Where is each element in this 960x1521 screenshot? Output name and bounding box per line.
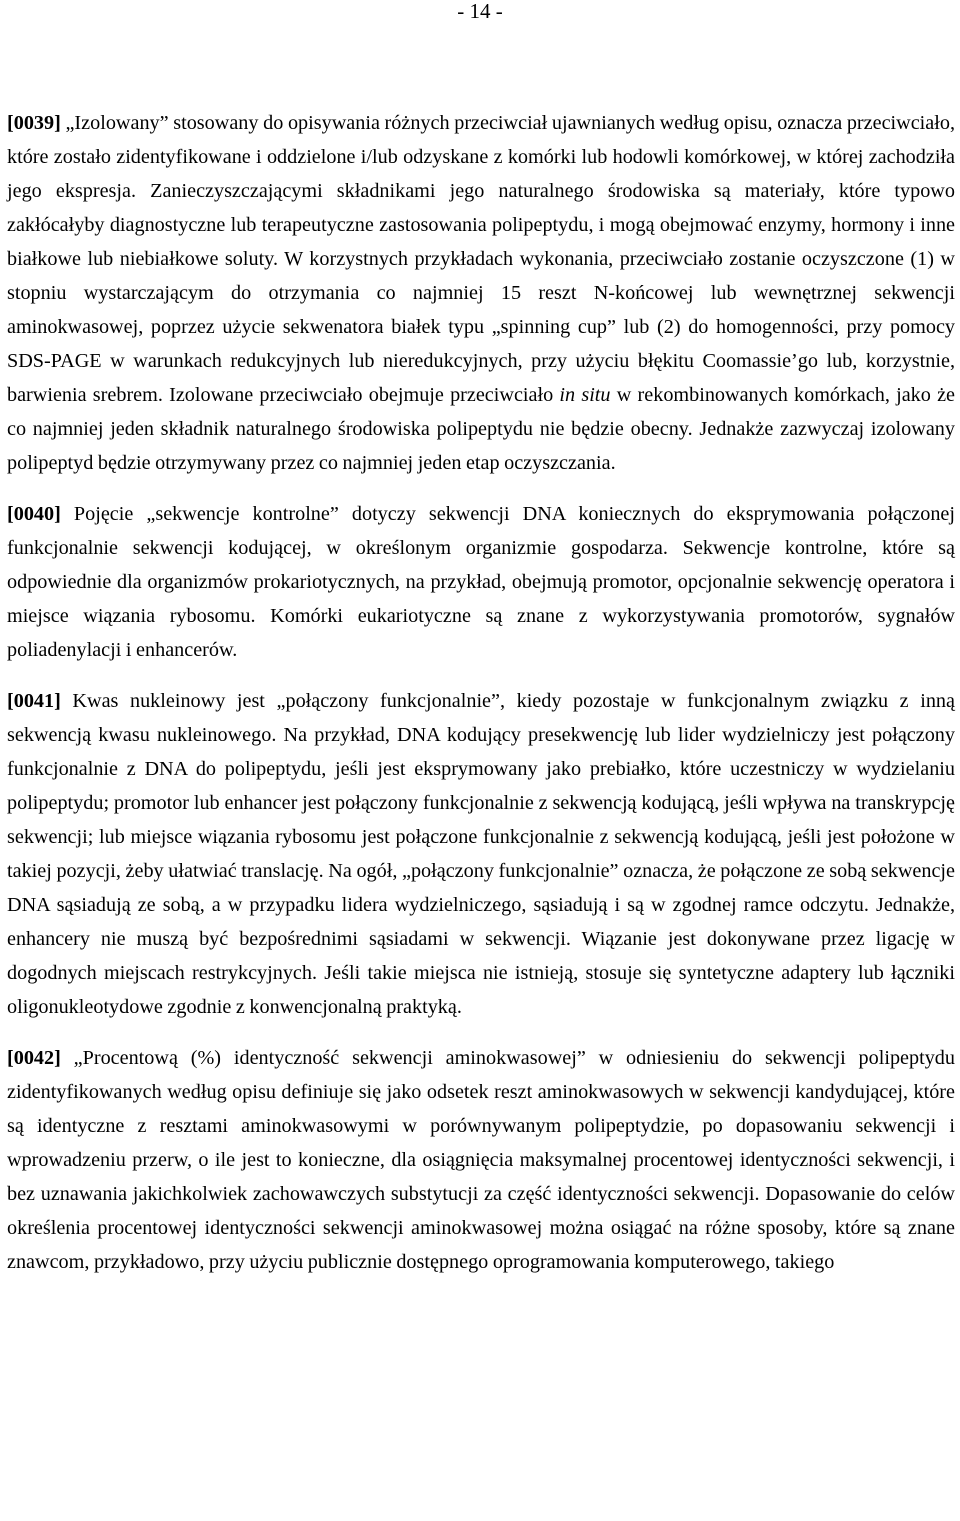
paragraph-number: [0040] [7, 503, 61, 525]
paragraph-text: „Izolowany” stosowany do opisywania różnych przeciwciał ujawnianych według opisu, oznacza przeciwciało, które zostało zidentyfikowane i oddzielone i/lub odzyskane z komórki lub hodowli komórkowej, w której zachodziła jego ekspresja. Zanieczyszczającymi składnikami jego naturalnego środowiska są materiały, które typowo zakłócałyby diagnostyczne lub terapeutyczne zastosowania polipeptydu, i mogą obejmować enzymy, hormony i inne białkowe lub niebiałkowe soluty. W korzystnych przykładach wykonania, przeciwciało zostanie oczyszczone (1) w stopniu wystarczającym do otrzymania co najmniej 15 reszt N-końcowej lub wewnętrznej sekwencji aminokwasowej, poprzez użycie sekwenatora białek typu „spinning cup” lub (2) do homogenności, przy pomocy SDS-PAGE w warunkach redukcyjnych lub nieredukcyjnych, przy użyciu błękitu Coomassie’go lub, korzystnie, barwienia srebrem. Izolowane przeciwciało obejmuje przeciwciało [7, 112, 955, 406]
paragraph-text-italic: in situ [559, 384, 611, 406]
paragraph-0042 [7, 1041, 955, 1279]
paragraph-0040 [7, 497, 955, 667]
page-number: - 14 - [457, 0, 503, 23]
paragraph-number: [0039] [7, 112, 61, 134]
document-body [7, 106, 955, 1296]
paragraph-0041 [7, 684, 955, 1024]
paragraph-text: Kwas nukleinowy jest „połączony funkcjonalnie”, kiedy pozostaje w funkcjonalnym związku z inną sekwencją kwasu nukleinowego. Na przykład, DNA kodujący presekwencję lub lider wydzielniczy jest połączony funkcjonalnie z DNA do polipeptydu, jeśli jest eksprymowany jako prebiałko, które uczestniczy w wydzielaniu polipeptydu; promotor lub enhancer jest połączony funkcjonalnie z sekwencją kodującą, jeśli wpływa na transkrypcję sekwencji; lub miejsce wiązania rybosomu jest połączone funkcjonalnie z sekwencją kodującą, jeśli jest położone w takiej pozycji, żeby ułatwiać translację. Na ogół, „połączony funkcjonalnie” oznacza, że połączone ze sobą sekwencje DNA sąsiadują ze sobą, a w przypadku lidera wydzielniczego, sąsiadują i są w zgodnej ramce odczytu. Jednakże, enhancery nie muszą być bezpośrednimi sąsiadami w sekwencji. Wiązanie jest dokonywane przez ligację w dogodnych miejscach restrykcyjnych. Jeśli takie miejsca nie istnieją, stosuje się syntetyczne adaptery lub łączniki oligonukleotydowe zgodnie z konwencjonalną praktyką. [7, 690, 955, 1018]
paragraph-0039 [7, 106, 955, 480]
paragraph-text: w rekombinowanych komórkach, jako że co najmniej jeden składnik naturalnego środowiska polipeptydu nie będzie obecny. Jednakże zazwyczaj izolowany polipeptyd będzie otrzymywany przez co najmniej jeden etap oczyszczania. [7, 384, 955, 474]
paragraph-text: „Procentową (%) identyczność sekwencji aminokwasowej” w odniesieniu do sekwencji polipeptydu zidentyfikowanych według opisu definiuje się jako odsetek reszt aminokwasowych w sekwencji kandydującej, które są identyczne z resztami aminokwasowymi w porównywanym polipeptydzie, po dopasowaniu sekwencji i wprowadzeniu przerw, o ile jest to konieczne, dla osiągnięcia maksymalnej procentowej identyczności sekwencji, i bez uznawania jakichkolwiek zachowawczych substytucji za część identyczności sekwencji. Dopasowanie do celów określenia procentowej identyczności sekwencji aminokwasowej można osiągać na różne sposoby, które są znane znawcom, przykładowo, przy użyciu publicznie dostępnego oprogramowania komputerowego, takiego [7, 1047, 955, 1273]
paragraph-number: [0041] [7, 690, 61, 712]
paragraph-text: Pojęcie „sekwencje kontrolne” dotyczy sekwencji DNA koniecznych do eksprymowania połączonej funkcjonalnie sekwencji kodującej, w określonym organizmie gospodarza. Sekwencje kontrolne, które są odpowiednie dla organizmów prokariotycznych, na przykład, obejmują promotor, opcjonalnie sekwencję operatora i miejsce wiązania rybosomu. Komórki eukariotyczne są znane z wykorzystywania promotorów, sygnałów poliadenylacji i enhancerów. [7, 503, 955, 661]
paragraph-number: [0042] [7, 1047, 61, 1069]
